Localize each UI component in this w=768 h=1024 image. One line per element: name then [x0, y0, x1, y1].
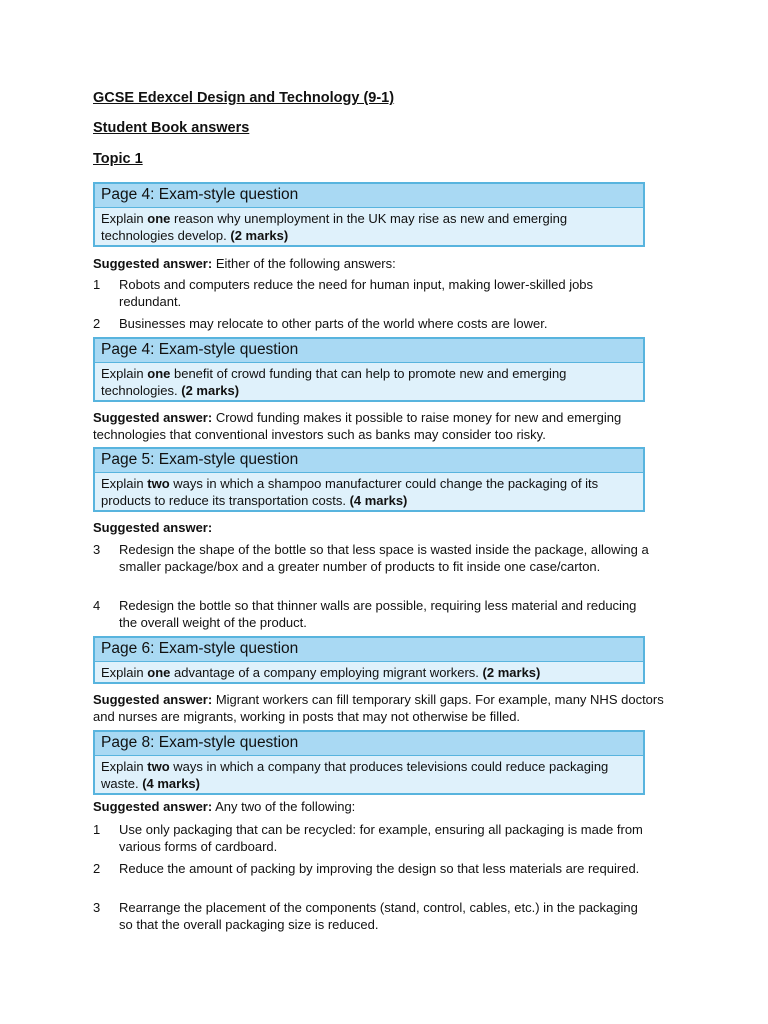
- question-box-3: [93, 447, 645, 512]
- question-marks: (2 marks): [482, 665, 541, 680]
- question-text-pre: Explain: [101, 366, 148, 381]
- list-item: [93, 277, 653, 310]
- list-item-number: 1: [93, 277, 101, 292]
- document-title: GCSE Edexcel Design and Technology (9-1): [93, 90, 395, 106]
- list-item: [93, 542, 653, 575]
- question-text-post: benefit of crowd funding that can help to promote new and emerging technologies.: [101, 366, 567, 398]
- question-emphasis: two: [147, 759, 170, 774]
- question-marks: (2 marks): [181, 382, 240, 398]
- topic-heading: Topic 1: [93, 151, 143, 167]
- list-item-number: 1: [93, 822, 101, 837]
- question-text-post: ways in which a shampoo manufacturer could change the packaging of its products to reduce its transportation costs.: [101, 476, 599, 508]
- suggested-answer-3: [93, 520, 678, 537]
- question-emphasis: one: [147, 366, 171, 381]
- question-box-1: [93, 182, 645, 247]
- question-text: [95, 363, 643, 402]
- answer-label: Suggested answer:: [93, 520, 213, 535]
- answer-label: Suggested answer:: [93, 410, 213, 425]
- question-title: Page 4: Exam-style question: [95, 184, 643, 208]
- question-text: [95, 473, 643, 512]
- suggested-answer-4: [93, 692, 678, 725]
- question-title: Page 5: Exam-style question: [95, 449, 643, 473]
- question-emphasis: one: [147, 665, 171, 680]
- document-subtitle: Student Book answers: [93, 120, 250, 136]
- answer-label: Suggested answer:: [93, 692, 213, 707]
- list-item-text: Reduce the amount of packing by improving the design so that less materials are required.: [119, 861, 640, 876]
- question-text: [95, 756, 643, 795]
- question-text-pre: Explain: [101, 211, 148, 226]
- question-box-2: [93, 337, 645, 402]
- list-item: [93, 900, 653, 933]
- question-text-post: advantage of a company employing migrant workers.: [170, 665, 483, 680]
- list-item-number: 2: [93, 861, 101, 876]
- list-item-number: 3: [93, 542, 101, 557]
- answer-label: Suggested answer:: [93, 256, 213, 271]
- question-emphasis: two: [147, 476, 170, 491]
- question-text-post: reason why unemployment in the UK may rise as new and emerging technologies develop.: [101, 211, 568, 243]
- answer-text: Migrant workers can fill temporary skill gaps. For example, many NHS doctors and nurses are migrants, working in posts that may not otherwise be filled.: [93, 692, 664, 724]
- list-item-text: Businesses may relocate to other parts of the world where costs are lower.: [119, 316, 548, 331]
- answer-label: Suggested answer:: [93, 799, 213, 814]
- list-item: [93, 861, 653, 878]
- question-title: Page 4: Exam-style question: [95, 339, 643, 363]
- question-marks: (4 marks): [349, 492, 408, 508]
- list-item-number: 3: [93, 900, 101, 915]
- question-title: Page 8: Exam-style question: [95, 732, 643, 756]
- question-box-5: [93, 730, 645, 795]
- suggested-answer-1: [93, 256, 678, 273]
- question-text-pre: Explain: [101, 759, 148, 774]
- question-text: [95, 662, 643, 685]
- question-text: [95, 208, 643, 247]
- question-text-pre: Explain: [101, 476, 148, 491]
- list-item-text: Robots and computers reduce the need for human input, making lower-skilled jobs redundant.: [119, 277, 594, 309]
- question-marks: (2 marks): [230, 227, 289, 243]
- answer-text: Either of the following answers:: [212, 256, 396, 271]
- list-item-text: Redesign the bottle so that thinner walls are possible, requiring less material and reducing the overall weight of the product.: [119, 598, 637, 630]
- list-item-number: 2: [93, 316, 101, 331]
- answer-text: Crowd funding makes it possible to raise money for new and emerging technologies that conventional investors such as banks may consider too risky.: [93, 410, 622, 442]
- list-item-number: 4: [93, 598, 101, 613]
- suggested-answer-2: [93, 410, 678, 443]
- answer-text: Any two of the following:: [212, 799, 356, 814]
- list-item: [93, 598, 653, 631]
- list-item-text: Use only packaging that can be recycled: for example, ensuring all packaging is made from various forms of cardboard.: [119, 822, 643, 854]
- question-box-4: [93, 636, 645, 684]
- question-marks: (4 marks): [142, 775, 200, 791]
- list-item: [93, 822, 653, 855]
- suggested-answer-5: [93, 799, 678, 816]
- question-emphasis: one: [147, 211, 171, 226]
- question-title: Page 6: Exam-style question: [95, 638, 643, 662]
- list-item-text: Redesign the shape of the bottle so that less space is wasted inside the package, allowing a smaller package/box and a greater number of products to fit inside one case/carton.: [119, 542, 649, 574]
- list-item-text: Rearrange the placement of the components (stand, control, cables, etc.) in the packaging so that the overall packaging size is reduced.: [119, 900, 638, 932]
- question-text-pre: Explain: [101, 665, 148, 680]
- question-text-post: ways in which a company that produces televisions could reduce packaging waste.: [101, 759, 609, 791]
- list-item: [93, 316, 653, 333]
